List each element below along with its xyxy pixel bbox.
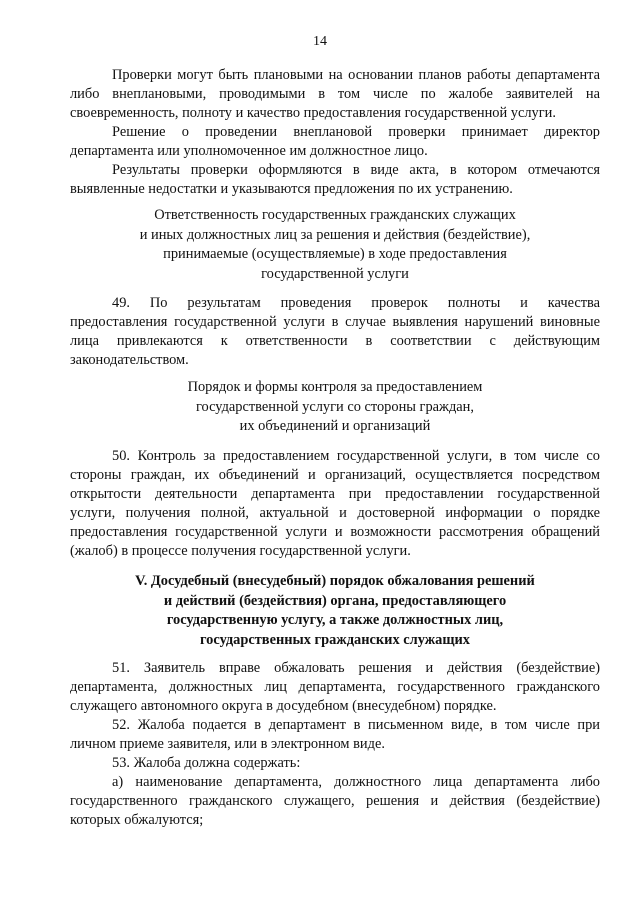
text-line: либо внеплановыми, проводимыми в том числе по жалобе заявителей на (70, 86, 600, 102)
text-line: 53. Жалоба должна содержать: (112, 755, 301, 771)
heading-control-forms (70, 378, 600, 437)
heading-line: Ответственность государственных гражданских служащих (154, 207, 516, 223)
text-line: департамента, должностных лиц департамента, государственного гражданского (70, 679, 600, 695)
paragraph-51-53 (70, 659, 600, 830)
text-line: предоставления государственной услуги и возможности рассмотрения обращений (70, 524, 600, 540)
heading-line: принимаемые (осуществляемые) в ходе предоставления (163, 246, 507, 262)
text-line: законодательством. (70, 352, 189, 368)
text-line: предоставления государственной услуги в случае выявления нарушений виновные (70, 314, 600, 330)
text-line: стороны граждан, их объединений и организаций, осуществляется посредством (70, 467, 600, 483)
text-line: которых обжалуются; (70, 812, 204, 828)
paragraph-50 (70, 447, 600, 561)
text-line: 52. Жалоба подается в департамент в письменном виде, в том числе при (112, 717, 600, 733)
text-line: услуги, получения полной, актуальной и достоверной информации о порядке (70, 505, 600, 521)
text-line: 50. Контроль за предоставлением государственной услуги, в том числе со (112, 448, 600, 464)
text-line: личном приеме заявителя, или в электронном виде. (70, 736, 385, 752)
page-number: 14 (313, 34, 327, 49)
heading-line: их объединений и организаций (239, 418, 431, 434)
heading-line: V. Досудебный (внесудебный) порядок обжалования решений (135, 573, 535, 589)
text-line: Результаты проверки оформляются в виде акта, в котором отмечаются (112, 162, 600, 178)
paragraph-inspections (70, 66, 600, 199)
text-line: а) наименование департамента, должностного лица департамента либо (112, 774, 600, 790)
text-line: выявленные недостатки и указываются предложения по их устранению. (70, 181, 513, 197)
text-line: Решение о проведении внеплановой проверки принимает директор (112, 124, 600, 140)
text-line: своевременность, полноту и качество предоставления государственной услуги. (70, 105, 556, 121)
text-line: (жалоб) в процессе получения государственной услуги. (70, 543, 411, 559)
heading-line: и иных должностных лиц за решения и действия (бездействие), (139, 226, 531, 243)
text-line: открытости деятельности департамента при предоставлении государственной (70, 486, 600, 502)
heading-line: государственную услугу, а также должностных лиц, (166, 612, 504, 628)
heading-line: Порядок и формы контроля за предоставлением (187, 379, 483, 395)
text-line: служащего автономного округа в досудебном (внесудебном) порядке. (70, 698, 497, 714)
heading-line: государственных гражданских служащих (200, 631, 470, 648)
text-line: 49. По результатам проведения проверок полноты и качества (112, 295, 600, 311)
paragraph-49 (70, 294, 600, 370)
text-line: Проверки могут быть плановыми на основании планов работы департамента (112, 67, 600, 83)
heading-line: государственной услуги (261, 265, 409, 282)
heading-responsibility (70, 206, 600, 284)
heading-line: и действий (бездействия) органа, предоставляющего (163, 592, 507, 609)
text-line: департамента или уполномоченное им должностное лицо. (70, 143, 428, 159)
heading-section-v (70, 572, 600, 650)
text-line: государственного гражданского служащего, решения и действия (бездействие) (70, 793, 600, 809)
text-line: лица привлекаются к ответственности в соответствии с действующим (70, 333, 600, 349)
heading-line: государственной услуги со стороны граждан, (196, 398, 474, 415)
text-line: 51. Заявитель вправе обжаловать решения и действия (бездействие) (112, 660, 600, 676)
